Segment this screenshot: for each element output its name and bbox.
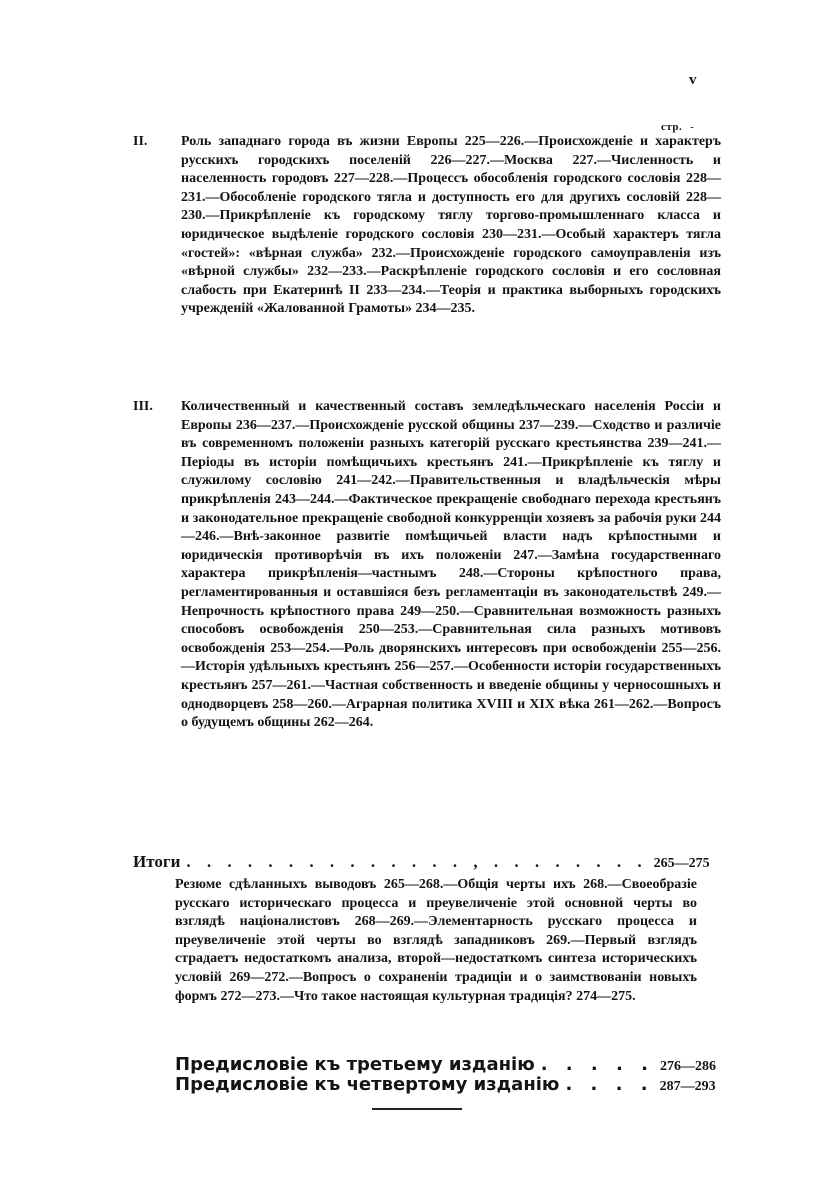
section-numeral: II.	[133, 134, 148, 149]
section-numeral: III.	[133, 399, 153, 414]
page-number: v	[689, 72, 697, 88]
section-summary: Роль западнаго города въ жизни Европы 225—226.—Происхожденіе и характеръ русскихъ городскихъ поселеній 226—227.—Москва 227.—Численность и населенность городовъ 227—228.—Процессъ обособленія городского сословія 228—231.—Обособленіе городского тягла и доступность его для другихъ сословій 228—230.—Прикрѣпленіе къ городскому тяглу торгово-промышленнаго класса и юридическое выдѣленіе городского сословія 230—231.—Особый характеръ тягла «гостей»: «вѣрная служба» 232.—Происхожденіе городского самоуправленія изъ «вѣрной службы» 232—233.—Раскрѣпленіе городского сословія и его сословная слабость при Екатеринѣ II 233—234.—Теорія и практика выборныхъ городскихъ учрежденій «Жалованной Грамоты» 234—235.	[181, 134, 721, 317]
entry-pages: 265—275	[653, 856, 710, 871]
closing-rule	[372, 1108, 462, 1110]
entry-title: Итоги	[133, 852, 181, 871]
entry-pages: 276—286	[659, 1059, 716, 1074]
entry-pages: 287—293	[659, 1079, 716, 1094]
column-tick-mark: -	[690, 121, 695, 133]
dot-leader: . . . . .	[540, 1054, 654, 1075]
section-summary: Количественный и качественный составъ земледѣльческаго населенія Россіи и Европы 236—237.—Происхожденіе русской общины 237—239.—Сходство и различіе въ современномъ положеніи разныхъ категорій русскаго крестьянства 239—241.—Періоды въ исторіи помѣщичьихъ крестьянъ 241.—Прикрѣпленіе къ тяглу и служилому сословію 241—242.—Правительственныя и владѣльческія мѣры прикрѣпленія 243—244.—Фактическое прекращеніе свободнаго перехода крестьянъ и законодательное прекращеніе свободной конкурренціи хозяевъ за рабочія руки 244—246.—Внѣ-законное развитіе помѣщичьей власти надъ крѣпостными и юридическія противорѣчія въ ихъ положеніи 247.—Замѣна государственнаго характера прикрѣпленія—частнымъ 248.—Стороны крѣпостного права, регламентированныя и оставшіяся безъ регламентаціи въ законодательствѣ 249.—Непрочность крѣпостного права 249—250.—Сравнительная возможность разныхъ способовъ освобожденія 250—253.—Сравнительная сила разныхъ мотивовъ освобожденія 253—254.—Роль дворянскихъ интересовъ при освобожденіи 255—256.—Исторія удѣльныхъ крестьянъ 256—257.—Особенности исторіи государственныхъ крестьянъ 257—261.—Частная собственность и введеніе общины у черносошныхъ и однодворцевъ 258—260.—Аграрная политика XVIII и XIX вѣка 261—262.—Вопросъ о будущемъ общины 262—264.	[181, 399, 721, 731]
page-column-header	[661, 121, 694, 133]
itogi-summary: Резюме сдѣланныхъ выводовъ 265—268.—Общія черты ихъ 268.—Своеобразіе русскаго историческаго процесса и преувеличеніе этой основной черты во взглядѣ націоналистовъ 268—269.—Элементарность русскаго процесса и преувеличеніе этой черты во взглядѣ западниковъ 269.—Первый взглядъ страдаетъ недостаткомъ анализа, второй—недостаткомъ синтеза историческихъ условій 269—272.—Вопросъ о сохраненіи традиціи и о заимствованіи новыхъ формъ 272—273.—Что такое настоящая культурная традиція? 274—275.	[175, 877, 697, 1004]
entry-title: Предисловіе къ третьему изданію	[175, 1054, 535, 1075]
toc-entry-itogi	[133, 852, 710, 872]
toc-entry-preface-4	[175, 1074, 716, 1095]
page-column-label: стр.	[661, 121, 683, 133]
entry-title: Предисловіе къ четвертому изданію	[175, 1074, 560, 1095]
toc-section-3	[133, 398, 721, 733]
dot-leader: . . . .	[565, 1074, 654, 1095]
toc-section-2	[133, 133, 721, 319]
toc-entry-preface-3	[175, 1054, 716, 1075]
dot-leader: . . . . . . . . . . . . . . , . . . . . . . .	[186, 852, 648, 871]
